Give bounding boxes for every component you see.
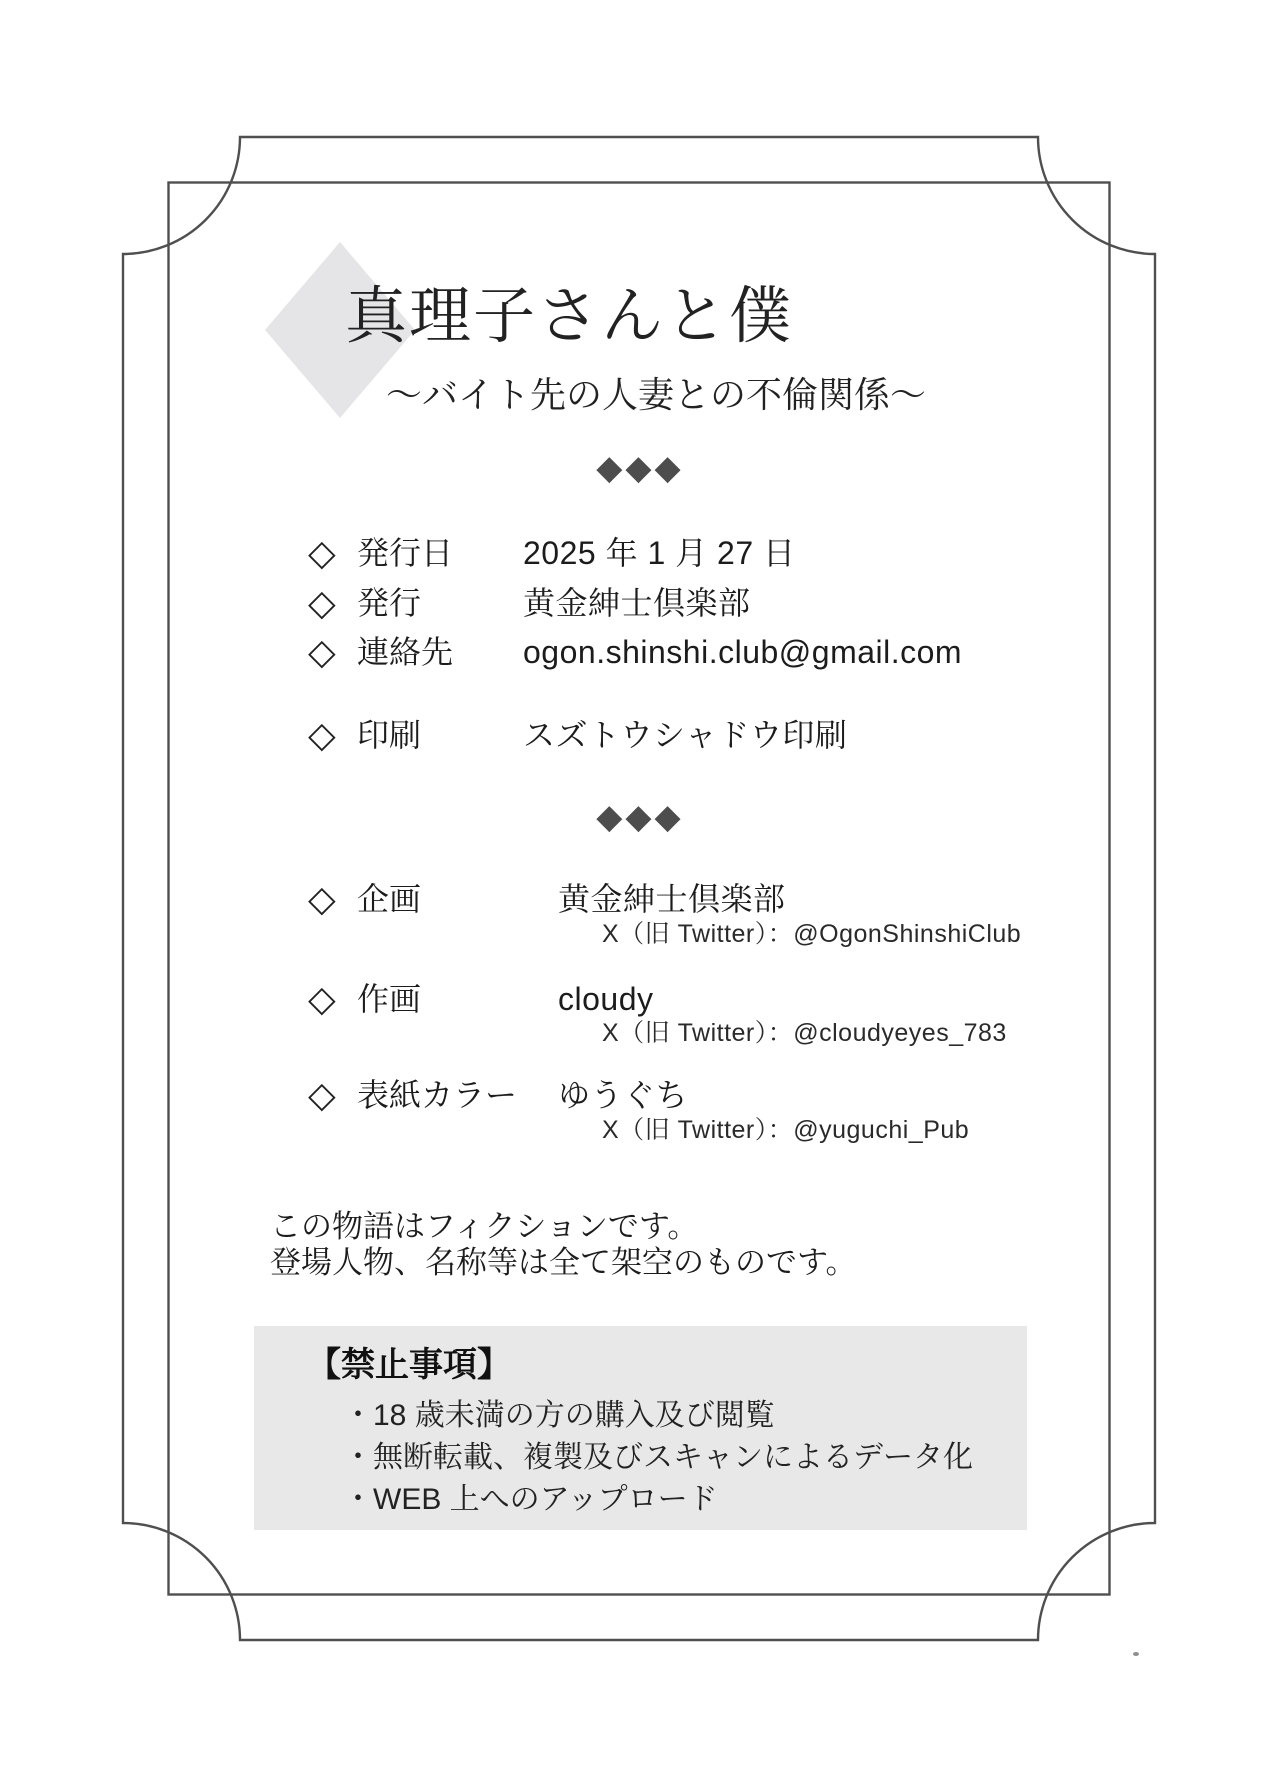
diamond-outline-icon: ◇: [308, 978, 336, 1019]
info-value: 2025 年 1 月 27 日: [523, 535, 796, 571]
credit-label: 表紙カラー: [357, 1077, 518, 1113]
credit-twitter-handle-cover: X（旧 Twitter）：@yuguchi_Pub: [602, 1116, 970, 1144]
info-value: 黄金紳士倶楽部: [523, 585, 751, 621]
diamond-outline-icon: ◇: [308, 878, 336, 919]
prohibited-item: ・WEB 上へのアップロード: [343, 1483, 718, 1516]
info-label: 発行: [357, 585, 422, 621]
credit-value: cloudy: [558, 981, 654, 1017]
diamond-outline-icon: ◇: [308, 1074, 336, 1115]
credit-row-planning: [308, 878, 786, 919]
prohibited-items-box: [254, 1326, 1027, 1530]
contact-email: ogon.shinshi.club@gmail.com: [523, 634, 963, 670]
info-label: 連絡先: [357, 634, 454, 670]
credit-twitter-handle-artist: X（旧 Twitter）：@cloudyeyes_783: [602, 1019, 1007, 1047]
ink-speck: [1133, 1652, 1139, 1656]
info-row-contact: [308, 631, 963, 672]
book-subtitle: ～バイト先の人妻との不倫関係～: [386, 374, 927, 415]
credit-value: 黄金紳士倶楽部: [558, 881, 786, 917]
info-label: 発行日: [357, 535, 454, 571]
info-row-publication-date: [308, 532, 796, 573]
credit-value: ゆうぐち: [558, 1077, 689, 1113]
credit-label: 企画: [357, 881, 422, 917]
info-row-publisher: [308, 582, 751, 623]
disclaimer-line-1: この物語はフィクションです。: [270, 1209, 699, 1244]
diamond-outline-icon: ◇: [308, 631, 336, 672]
disclaimer-line-2: 登場人物、名称等は全て架空のものです。: [270, 1245, 857, 1280]
diamond-outline-icon: ◇: [308, 532, 336, 573]
info-row-printer: [308, 714, 848, 755]
diamond-divider-middle: ◆◆◆: [596, 798, 684, 836]
credit-label: 作画: [357, 981, 422, 1017]
prohibited-items-list: [343, 1395, 973, 1521]
diamond-outline-icon: ◇: [308, 582, 336, 623]
prohibited-item: ・18 歳未満の方の購入及び閲覧: [343, 1399, 775, 1432]
prohibited-box-title: 【禁止事項】: [307, 1346, 511, 1384]
book-title: 真理子さんと僕: [345, 282, 794, 351]
info-value: スズトウシャドウ印刷: [523, 717, 848, 753]
info-label: 印刷: [357, 717, 422, 753]
credit-twitter-handle-planning: X（旧 Twitter）：@OgonShinshiClub: [602, 920, 1022, 948]
fiction-disclaimer: [270, 1209, 857, 1281]
credit-row-cover-color: [308, 1074, 689, 1115]
diamond-divider-top: ◆◆◆: [596, 449, 684, 487]
diamond-outline-icon: ◇: [308, 714, 336, 755]
prohibited-item: ・無断転載、複製及びスキャンによるデータ化: [343, 1441, 973, 1474]
credit-row-artist: [308, 978, 654, 1019]
